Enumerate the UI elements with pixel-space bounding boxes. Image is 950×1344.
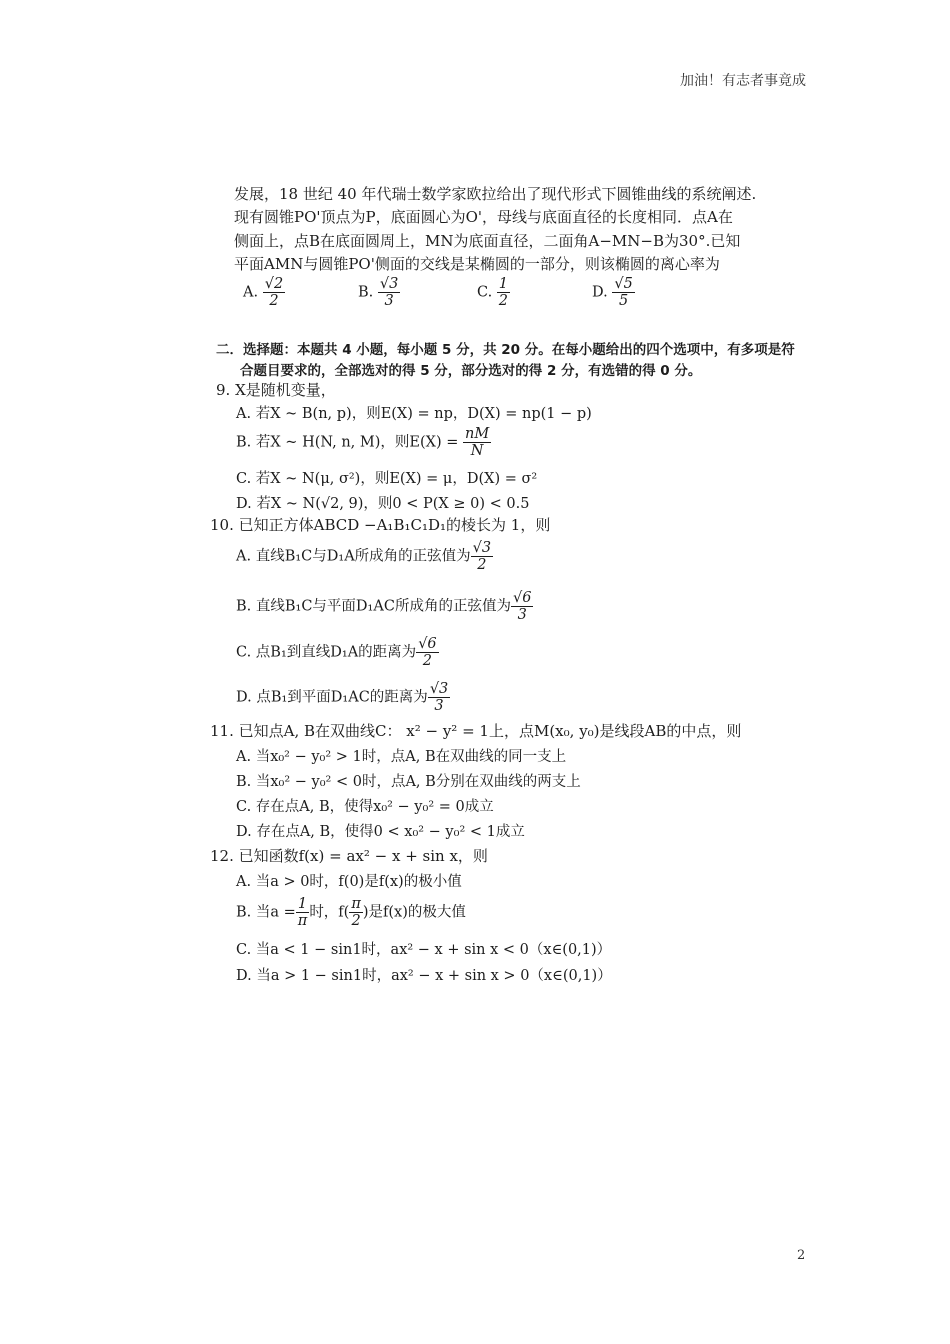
q11-stem: 11. 已知点A, B在双曲线C： x² − y² = 1上，点M(x₀, y₀)是线段AB的中点，则 — [210, 722, 742, 740]
q8-line-2: 现有圆锥PO'顶点为P，底面圆心为O'，母线与底面直径的长度相同．点A在 — [234, 208, 733, 226]
q10-option-c: C. 点B₁到直线D₁A的距离为 $\frac{√6}{2}$ — [236, 636, 437, 669]
fraction: $\frac{√3}{3}$ — [379, 276, 399, 309]
q10-option-a: A. 直线B₁C与D₁A所成角的正弦值为 $\frac{√3}{2}$ — [236, 540, 492, 573]
q9-option-c: C. 若X ~ N(μ, σ²)，则E(X) = μ，D(X) = σ² — [236, 471, 538, 487]
fraction: $\frac{√2}{2}$ — [264, 276, 284, 309]
q9-option-d: D. 若X ~ N(√2, 9)，则0 < P(X ≥ 0) < 0.5 — [236, 496, 530, 512]
q12-option-d: D. 当a > 1 − sin1时，ax² − x + sin x > 0（x∈(0,1)） — [236, 968, 612, 984]
fraction: $\frac{√6}{2}$ — [418, 636, 437, 669]
fraction: $\frac{√3}{3}$ — [429, 681, 449, 714]
q8-option-c: C. $\frac{1}{2}$ — [477, 276, 509, 309]
page-header: 加油！有志者事竟成 — [680, 73, 806, 89]
q11-option-a: A. 当x₀² − y₀² > 1时，点A, B在双曲线的同一支上 — [236, 749, 567, 765]
fraction: $\frac{√6}{3}$ — [512, 590, 532, 623]
q9-stem: 9. X是随机变量， — [216, 381, 336, 399]
q9-option-a: A. 若X ~ B(n, p)，则E(X) = np，D(X) = np(1 − p) — [236, 406, 592, 422]
fraction: $\frac{nM}{N}$ — [465, 426, 490, 459]
q11-option-b: B. 当x₀² − y₀² < 0时，点A, B分别在双曲线的两支上 — [236, 774, 581, 790]
q12-option-b: B. 当a = $\frac{1}{\pi}$ 时，f( $\frac{\pi}{2}$ )是f(x)的极大值 — [236, 896, 466, 929]
q9-option-b: B. 若X ~ H(N, n, M)，则E(X) = $\frac{nM}{N}$ — [236, 426, 490, 459]
q11-option-c: C. 存在点A, B，使得x₀² − y₀² = 0成立 — [236, 799, 494, 815]
fraction: $\frac{1}{\pi}$ — [297, 896, 308, 929]
q12-option-c: C. 当a < 1 − sin1时，ax² − x + sin x < 0（x∈(0,1)） — [236, 942, 612, 958]
q8-line-3: 侧面上，点B在底面圆周上，MN为底面直径，二面角A−MN−B为30°.已知 — [234, 232, 741, 250]
section-2-heading-line-1: 二．选择题：本题共 4 小题，每小题 5 分，共 20 分。在每小题给出的四个选项中，有多项是符 — [216, 342, 795, 358]
q8-option-d: D. $\frac{√5}{5}$ — [592, 276, 633, 309]
section-2-heading-line-2: 合题目要求的，全部选对的得 5 分，部分选对的得 2 分，有选错的得 0 分。 — [240, 363, 702, 379]
q10-option-d: D. 点B₁到平面D₁AC的距离为 $\frac{√3}{3}$ — [236, 681, 449, 714]
q10-stem: 10. 已知正方体ABCD −A₁B₁C₁D₁的棱长为 1，则 — [210, 516, 551, 534]
q8-line-4: 平面AMN与圆锥PO'侧面的交线是某椭圆的一部分，则该椭圆的离心率为 — [234, 255, 720, 273]
fraction: $\frac{√3}{2}$ — [472, 540, 492, 573]
fraction: $\frac{\pi}{2}$ — [351, 896, 361, 929]
q8-option-a: A. $\frac{√2}{2}$ — [243, 276, 284, 309]
fraction: $\frac{1}{2}$ — [498, 276, 509, 309]
q8-line-1: 发展，18 世纪 40 年代瑞士数学家欧拉给出了现代形式下圆锥曲线的系统阐述. — [234, 185, 757, 203]
fraction: $\frac{√5}{5}$ — [614, 276, 633, 309]
q10-option-b: B. 直线B₁C与平面D₁AC所成角的正弦值为 $\frac{√6}{3}$ — [236, 590, 532, 623]
q12-stem: 12. 已知函数f(x) = ax² − x + sin x，则 — [210, 847, 488, 865]
q8-option-b: B. $\frac{√3}{3}$ — [358, 276, 399, 309]
q12-option-a: A. 当a > 0时，f(0)是f(x)的极小值 — [236, 874, 462, 890]
q11-option-d: D. 存在点A, B，使得0 < x₀² − y₀² < 1成立 — [236, 824, 525, 840]
page-number: 2 — [797, 1248, 806, 1263]
